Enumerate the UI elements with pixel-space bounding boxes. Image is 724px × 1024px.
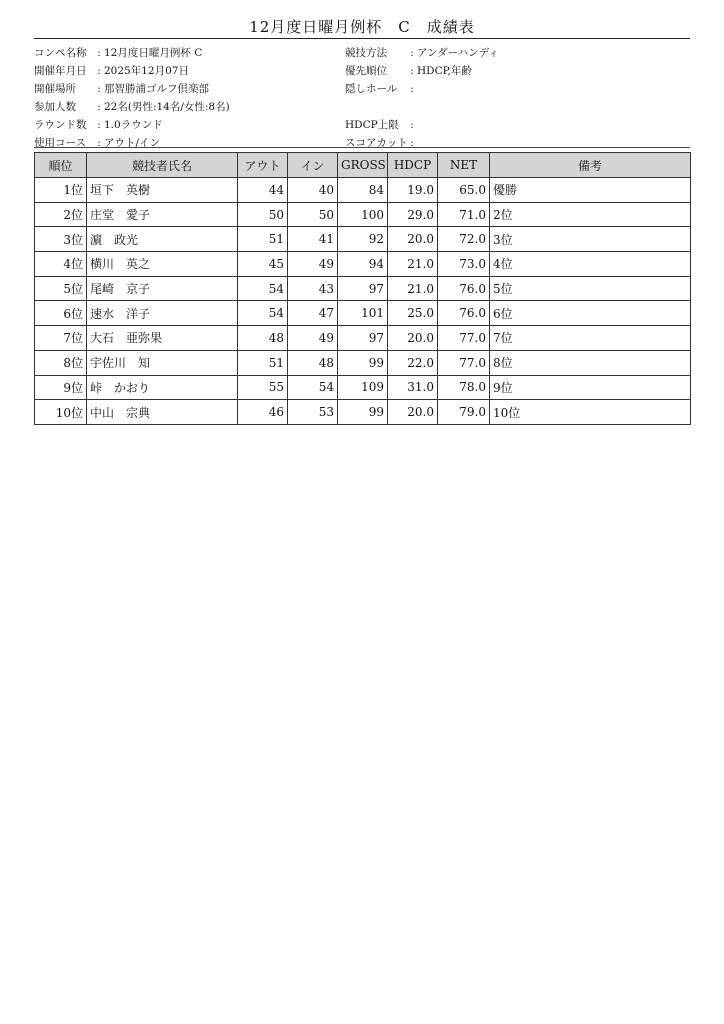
info-label: 開催年月日 xyxy=(34,65,87,77)
column-header-remarks: 備考 xyxy=(490,153,691,178)
info-value: アウト/イン xyxy=(104,137,161,149)
cell-remarks: 8位 xyxy=(490,350,691,375)
cell-in: 40 xyxy=(288,178,338,203)
info-row-participants: 参加人数 : 22名(男性:14名/女性:8名) xyxy=(34,98,334,116)
table-row xyxy=(35,301,691,326)
info-row-method: 競技方法 : アンダーハンディ xyxy=(345,44,685,62)
info-value: 22名(男性:14名/女性:8名) xyxy=(104,101,230,113)
cell-hdcp: 31.0 xyxy=(388,375,438,400)
info-label: 隠しホール xyxy=(345,83,398,95)
cell-rank: 4位 xyxy=(35,252,87,277)
cell-player-name: 宇佐川 知 xyxy=(87,350,238,375)
cell-rank: 6位 xyxy=(35,301,87,326)
cell-in: 49 xyxy=(288,326,338,351)
cell-net: 79.0 xyxy=(438,400,490,425)
cell-rank: 10位 xyxy=(35,400,87,425)
cell-player-name: 横川 英之 xyxy=(87,252,238,277)
results-table xyxy=(34,152,691,425)
table-row xyxy=(35,400,691,425)
cell-net: 65.0 xyxy=(438,178,490,203)
column-header-rank: 順位 xyxy=(35,153,87,178)
cell-net: 78.0 xyxy=(438,375,490,400)
info-row-score-cut: スコアカット : xyxy=(345,134,685,152)
table-row xyxy=(35,252,691,277)
cell-net: 77.0 xyxy=(438,326,490,351)
info-value: 1.0ラウンド xyxy=(104,119,163,131)
page-title: 12月度日曜月例杯 C 成績表 xyxy=(249,18,475,36)
table-row xyxy=(35,178,691,203)
cell-player-name: 尾崎 京子 xyxy=(87,276,238,301)
competition-info-right xyxy=(345,44,685,152)
cell-player-name: 中山 宗典 xyxy=(87,400,238,425)
column-header-out: アウト xyxy=(238,153,288,178)
cell-net: 72.0 xyxy=(438,227,490,252)
cell-net: 73.0 xyxy=(438,252,490,277)
cell-out: 46 xyxy=(238,400,288,425)
cell-hdcp: 19.0 xyxy=(388,178,438,203)
info-row-priority: 優先順位 : HDCP,年齢 xyxy=(345,62,685,80)
cell-out: 51 xyxy=(238,227,288,252)
info-label: スコアカット xyxy=(345,137,408,149)
table-row xyxy=(35,276,691,301)
cell-player-name: 垣下 英樹 xyxy=(87,178,238,203)
info-label: HDCP上限 xyxy=(345,119,399,131)
info-row-competition-name: コンペ名称 : 12月度日曜月例杯 C xyxy=(34,44,334,62)
info-row-venue: 開催場所 : 那智勝浦ゴルフ倶楽部 xyxy=(34,80,334,98)
info-label: 参加人数 xyxy=(34,101,76,113)
cell-out: 45 xyxy=(238,252,288,277)
info-row-date: 開催年月日 : 2025年12月07日 xyxy=(34,62,334,80)
cell-out: 54 xyxy=(238,276,288,301)
cell-out: 54 xyxy=(238,301,288,326)
cell-rank: 7位 xyxy=(35,326,87,351)
cell-rank: 3位 xyxy=(35,227,87,252)
cell-in: 53 xyxy=(288,400,338,425)
cell-player-name: 峠 かおり xyxy=(87,375,238,400)
table-row xyxy=(35,326,691,351)
cell-remarks: 3位 xyxy=(490,227,691,252)
table-row xyxy=(35,202,691,227)
cell-gross: 101 xyxy=(338,301,388,326)
cell-remarks: 9位 xyxy=(490,375,691,400)
cell-in: 54 xyxy=(288,375,338,400)
info-label: 使用コース xyxy=(34,137,86,149)
cell-out: 50 xyxy=(238,202,288,227)
results-table-body xyxy=(35,178,691,425)
cell-in: 47 xyxy=(288,301,338,326)
cell-rank: 2位 xyxy=(35,202,87,227)
cell-gross: 99 xyxy=(338,350,388,375)
cell-out: 48 xyxy=(238,326,288,351)
cell-in: 50 xyxy=(288,202,338,227)
cell-net: 71.0 xyxy=(438,202,490,227)
cell-hdcp: 22.0 xyxy=(388,350,438,375)
cell-hdcp: 20.0 xyxy=(388,400,438,425)
info-row-rounds: ラウンド数 : 1.0ラウンド xyxy=(34,116,334,134)
info-label: 優先順位 xyxy=(345,65,387,77)
cell-rank: 5位 xyxy=(35,276,87,301)
cell-in: 41 xyxy=(288,227,338,252)
cell-hdcp: 29.0 xyxy=(388,202,438,227)
column-header-in: イン xyxy=(288,153,338,178)
cell-remarks: 6位 xyxy=(490,301,691,326)
cell-gross: 84 xyxy=(338,178,388,203)
column-header-name: 競技者氏名 xyxy=(87,153,238,178)
cell-hdcp: 25.0 xyxy=(388,301,438,326)
cell-gross: 109 xyxy=(338,375,388,400)
cell-remarks: 5位 xyxy=(490,276,691,301)
info-value: 那智勝浦ゴルフ倶楽部 xyxy=(104,83,209,95)
cell-remarks: 7位 xyxy=(490,326,691,351)
cell-gross: 97 xyxy=(338,326,388,351)
column-header-gross: GROSS xyxy=(338,153,388,178)
cell-remarks: 2位 xyxy=(490,202,691,227)
table-row xyxy=(35,350,691,375)
title-divider xyxy=(34,38,690,39)
info-row-blank xyxy=(345,98,685,116)
cell-player-name: 大石 亜弥果 xyxy=(87,326,238,351)
cell-hdcp: 21.0 xyxy=(388,276,438,301)
cell-in: 48 xyxy=(288,350,338,375)
info-value: HDCP,年齢 xyxy=(417,65,472,77)
cell-rank: 1位 xyxy=(35,178,87,203)
cell-hdcp: 21.0 xyxy=(388,252,438,277)
cell-net: 77.0 xyxy=(438,350,490,375)
info-label: ラウンド数 xyxy=(34,119,87,131)
competition-info-left xyxy=(34,44,334,152)
table-row xyxy=(35,375,691,400)
cell-out: 55 xyxy=(238,375,288,400)
info-row-hidden-holes: 隠しホール : xyxy=(345,80,685,98)
cell-gross: 97 xyxy=(338,276,388,301)
table-row xyxy=(35,227,691,252)
column-header-hdcp: HDCP xyxy=(388,153,438,178)
cell-gross: 92 xyxy=(338,227,388,252)
column-header-net: NET xyxy=(438,153,490,178)
cell-gross: 99 xyxy=(338,400,388,425)
cell-player-name: 庄堂 愛子 xyxy=(87,202,238,227)
info-label: 競技方法 xyxy=(345,47,387,59)
cell-player-name: 速水 洋子 xyxy=(87,301,238,326)
info-label: 開催場所 xyxy=(34,83,76,95)
cell-hdcp: 20.0 xyxy=(388,326,438,351)
info-value: アンダーハンディ xyxy=(417,47,499,59)
info-value: 12月度日曜月例杯 C xyxy=(104,47,203,59)
cell-player-name: 濵 政光 xyxy=(87,227,238,252)
info-row-course: 使用コース : アウト/イン xyxy=(34,134,334,152)
cell-net: 76.0 xyxy=(438,276,490,301)
cell-net: 76.0 xyxy=(438,301,490,326)
cell-hdcp: 20.0 xyxy=(388,227,438,252)
cell-out: 44 xyxy=(238,178,288,203)
cell-in: 49 xyxy=(288,252,338,277)
info-divider xyxy=(34,147,690,148)
cell-gross: 94 xyxy=(338,252,388,277)
cell-out: 51 xyxy=(238,350,288,375)
cell-rank: 8位 xyxy=(35,350,87,375)
info-label: コンペ名称 xyxy=(34,47,87,59)
table-header-row xyxy=(35,153,691,178)
cell-remarks: 4位 xyxy=(490,252,691,277)
cell-in: 43 xyxy=(288,276,338,301)
info-value: 2025年12月07日 xyxy=(104,65,189,77)
info-row-hdcp-limit: HDCP上限 : xyxy=(345,116,685,134)
cell-remarks: 優勝 xyxy=(490,178,691,203)
cell-gross: 100 xyxy=(338,202,388,227)
cell-rank: 9位 xyxy=(35,375,87,400)
cell-remarks: 10位 xyxy=(490,400,691,425)
